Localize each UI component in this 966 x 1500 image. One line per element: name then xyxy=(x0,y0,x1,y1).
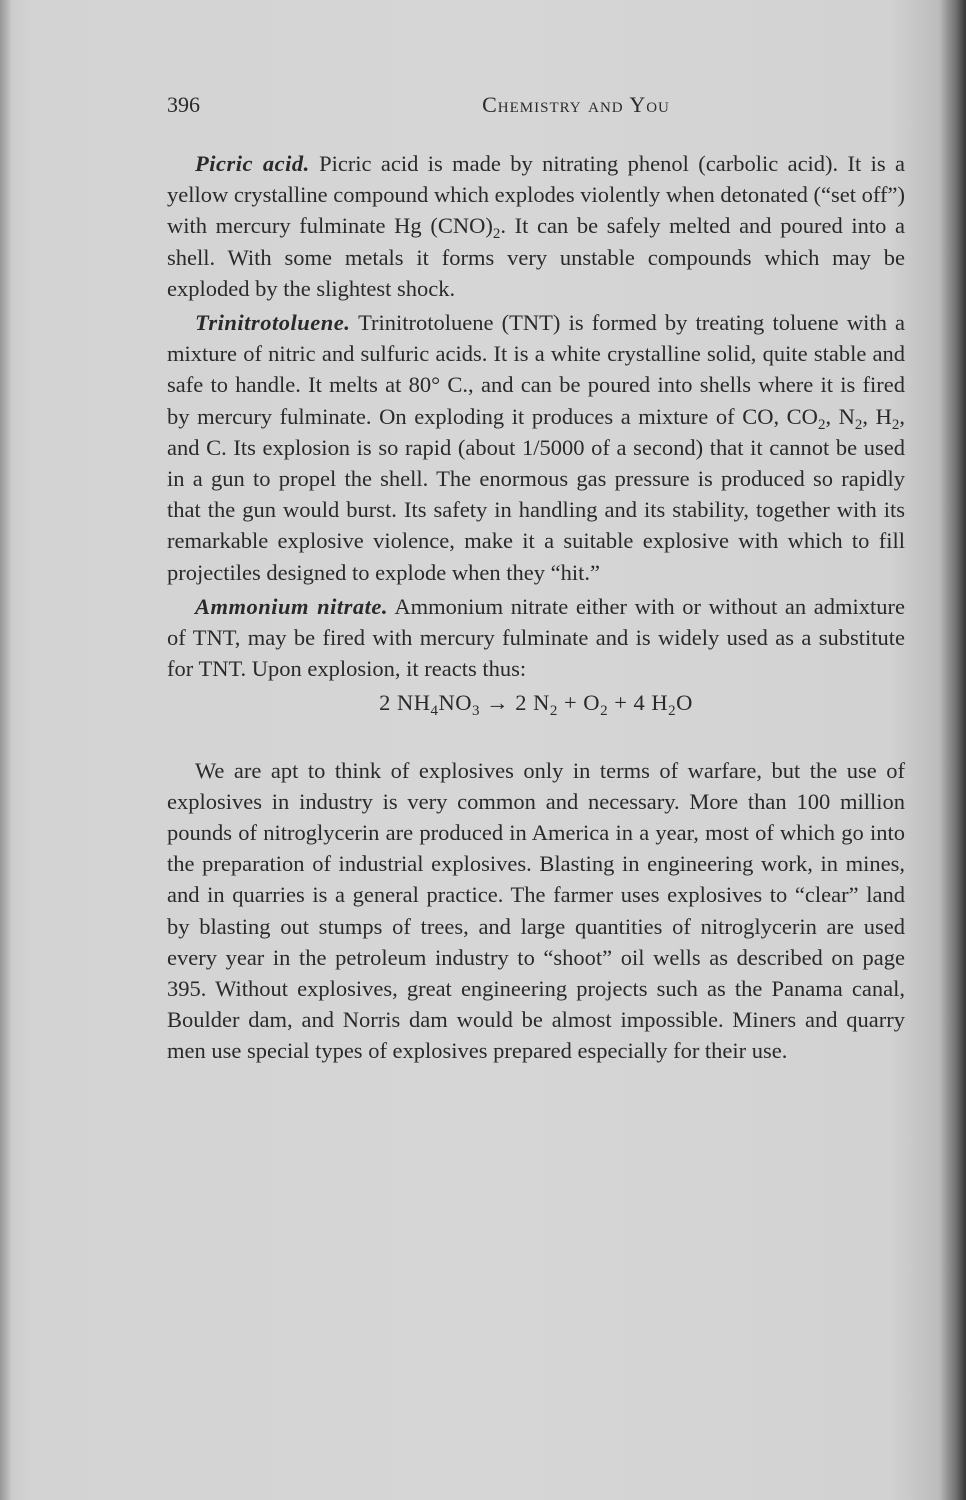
eq-part-6: O xyxy=(676,690,693,716)
paragraph-ammonium-nitrate xyxy=(167,591,905,685)
page-number: 396 xyxy=(167,92,200,117)
eq-sub-2: 3 xyxy=(471,703,480,720)
tnt-text-4: , and C. Its explosion is so rapid (about 1/5000 of a second) that it cannot be used in a gun to propel the shell. The enormous gas pressure is produced so rapidly that the gun would burst. Its safety in handling and its stability, together with its remarkable explosive violence, make it a suitable explosive with which to fill projectiles designed to explode when they “hit.” xyxy=(167,403,906,585)
paragraph-picric-acid xyxy=(167,148,905,304)
industry-text: We are apt to think of explosives only in terms of warfare, but the use of explosives in industry is very common and necessary. More than 100 million pounds of nitroglycerin are produced in America in a year, most of which go into the preparation of industrial explosives. Blasting in engineering work, in mines, and in quarries is a general practice. The farmer uses explosives to “clear” land by blasting out stumps of trees, and large quantities of nitroglycerin are used every year in the petroleum industry to “shoot” oil wells as described on page 395. Without explosives, great engineering projects such as the Panama canal, Boulder dam, and Norris dam would be almost impossible. Miners and quarry men use special types of explosives prepared especially for their use. xyxy=(167,757,905,1064)
eq-sub-1: 4 xyxy=(430,703,439,720)
chemical-equation xyxy=(167,687,905,718)
eq-sub-5: 2 xyxy=(668,703,677,720)
page-left-edge xyxy=(0,0,12,1500)
eq-part-2: NO xyxy=(438,690,472,716)
picric-text-2: . It can be safely melted and poured into a shell. With some metals it forms very unstable compounds which may be exploded by the slightest shock. xyxy=(167,213,906,301)
binding-shadow xyxy=(940,0,966,1500)
tnt-subscript-2: 2 xyxy=(854,416,863,433)
body-text xyxy=(167,148,905,1070)
eq-part-4: + O xyxy=(557,690,601,716)
tnt-subscript-1: 2 xyxy=(817,416,826,433)
tnt-heading: Trinitrotoluene. xyxy=(195,310,351,336)
paragraph-trinitrotoluene xyxy=(167,307,905,588)
tnt-text-3: , H xyxy=(862,403,892,429)
paragraph-industrial-use xyxy=(167,755,905,1067)
picric-subscript-1: 2 xyxy=(492,226,501,243)
picric-acid-heading: Picric acid. xyxy=(195,151,310,176)
running-title: Chemistry and You xyxy=(482,92,670,117)
eq-part-5: + 4 H xyxy=(608,690,669,716)
tnt-text-1: Trinitrotoluene (TNT) is formed by treating toluene with a mixture of nitric and sulfuric acids. It is a white crystalline solid, quite stable and safe to handle. It melts at 80° C., and can be poured into shells where it is fired by mercury fulminate. On exploding it produces a mixture of CO, CO xyxy=(167,310,905,429)
eq-sub-3: 2 xyxy=(549,703,558,720)
eq-sub-4: 2 xyxy=(600,703,609,720)
picric-text-1: Picric acid is made by nitrating phenol (carbolic acid). It is a yellow crystalline compound which explodes violently when detonated (“set off”) with mercury fulminate Hg (CNO) xyxy=(167,151,905,239)
tnt-subscript-3: 2 xyxy=(891,416,900,433)
eq-part-1: 2 NH xyxy=(379,690,431,716)
eq-part-3: → 2 N xyxy=(479,690,550,716)
tnt-text-2: , N xyxy=(825,403,855,429)
ammonium-nitrate-heading: Ammonium nitrate. xyxy=(195,593,389,619)
page-header xyxy=(167,92,905,126)
ammonium-text-1: Ammonium nitrate either with or without an admixture of TNT, may be fired with mercury fulminate and is widely used as a substitute for TNT. Upon explosion, it reacts thus: xyxy=(167,593,905,682)
